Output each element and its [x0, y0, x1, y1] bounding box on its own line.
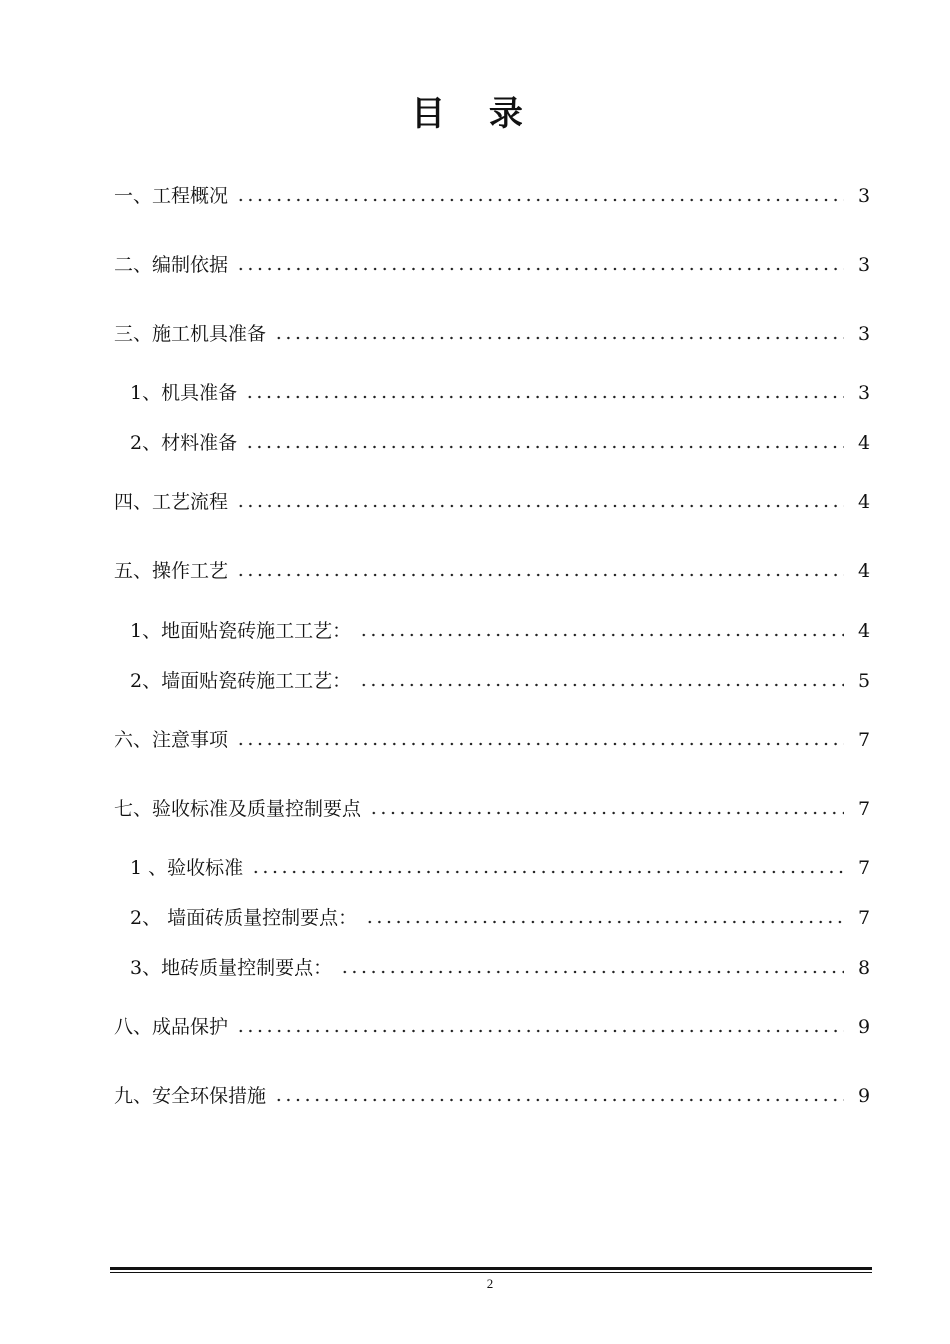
toc-entry-page: 4	[858, 560, 871, 582]
toc-entry-page: 7	[858, 729, 871, 751]
toc-entry-page: 7	[858, 798, 871, 820]
toc-entry-label: 七、验收标准及质量控制要点	[114, 798, 362, 820]
toc-subentry[interactable]	[130, 854, 871, 882]
toc-subentry[interactable]	[130, 954, 871, 982]
dot-leader	[236, 573, 844, 577]
dot-leader	[369, 811, 844, 815]
dot-leader	[245, 445, 844, 449]
toc-entry[interactable]	[114, 1082, 871, 1110]
toc-entry-label: 1 、验收标准	[130, 857, 244, 879]
dot-leader	[359, 633, 844, 637]
toc-entry-label: 五、操作工艺	[114, 560, 229, 582]
toc-entry-page: 3	[858, 254, 871, 276]
toc-entry-page: 3	[858, 323, 871, 345]
toc-entry-page: 7	[858, 857, 871, 879]
dot-leader	[245, 395, 844, 399]
toc-entry-label: 四、工艺流程	[114, 491, 229, 513]
toc-entry-label: 二、编制依据	[114, 254, 229, 276]
dot-leader	[340, 970, 844, 974]
toc-entry-label: 九、安全环保措施	[114, 1085, 267, 1107]
toc-subentry[interactable]	[130, 379, 871, 407]
toc-entry-label: 3、地砖质量控制要点：	[130, 957, 333, 979]
toc-subentry[interactable]	[130, 617, 871, 645]
toc-entry-label: 三、施工机具准备	[114, 323, 267, 345]
dot-leader	[236, 267, 844, 271]
toc-entry-page: 4	[858, 432, 871, 454]
dot-leader	[236, 198, 844, 202]
toc-entry-label: 1、地面贴瓷砖施工工艺：	[130, 620, 352, 642]
toc-entry[interactable]	[114, 726, 871, 754]
dot-leader	[359, 683, 844, 687]
toc-entry-page: 4	[858, 491, 871, 513]
toc-entry-page: 9	[858, 1016, 871, 1038]
toc-entry-page: 8	[858, 957, 871, 979]
footer-rule	[110, 1267, 872, 1270]
toc-subentry[interactable]	[130, 904, 871, 932]
dot-leader	[365, 920, 844, 924]
toc-entry-page: 9	[858, 1085, 871, 1107]
toc-entry[interactable]	[114, 182, 871, 210]
toc-entry[interactable]	[114, 320, 871, 348]
toc-entry[interactable]	[114, 251, 871, 279]
toc-entry-label: 2、墙面贴瓷砖施工工艺：	[130, 670, 352, 692]
toc-entry-page: 7	[858, 907, 871, 929]
toc-entry-label: 1、机具准备	[130, 382, 238, 404]
toc-entry-page: 5	[858, 670, 871, 692]
dot-leader	[274, 1098, 844, 1102]
toc-entry[interactable]	[114, 795, 871, 823]
toc-entry[interactable]	[114, 1013, 871, 1041]
toc-entry-page: 4	[858, 620, 871, 642]
toc-entry-label: 八、成品保护	[114, 1016, 229, 1038]
toc-entry-label: 六、注意事项	[114, 729, 229, 751]
toc-entry[interactable]	[114, 557, 871, 585]
toc-entry-page: 3	[858, 382, 871, 404]
page-number: 2	[486, 1276, 494, 1291]
dot-leader	[236, 742, 844, 746]
footer-rule-thin	[110, 1272, 872, 1273]
dot-leader	[236, 1029, 844, 1033]
toc-entry-page: 3	[858, 185, 871, 207]
toc-subentry[interactable]	[130, 667, 871, 695]
toc-entry-label: 2、材料准备	[130, 432, 238, 454]
toc-subentry[interactable]	[130, 429, 871, 457]
dot-leader	[251, 870, 844, 874]
toc-entry[interactable]	[114, 488, 871, 516]
toc-entry-label: 2、 墙面砖质量控制要点：	[130, 907, 358, 929]
dot-leader	[236, 504, 844, 508]
toc-entry-label: 一、工程概况	[114, 185, 229, 207]
document-title: 目 录	[411, 94, 539, 134]
dot-leader	[274, 336, 844, 340]
